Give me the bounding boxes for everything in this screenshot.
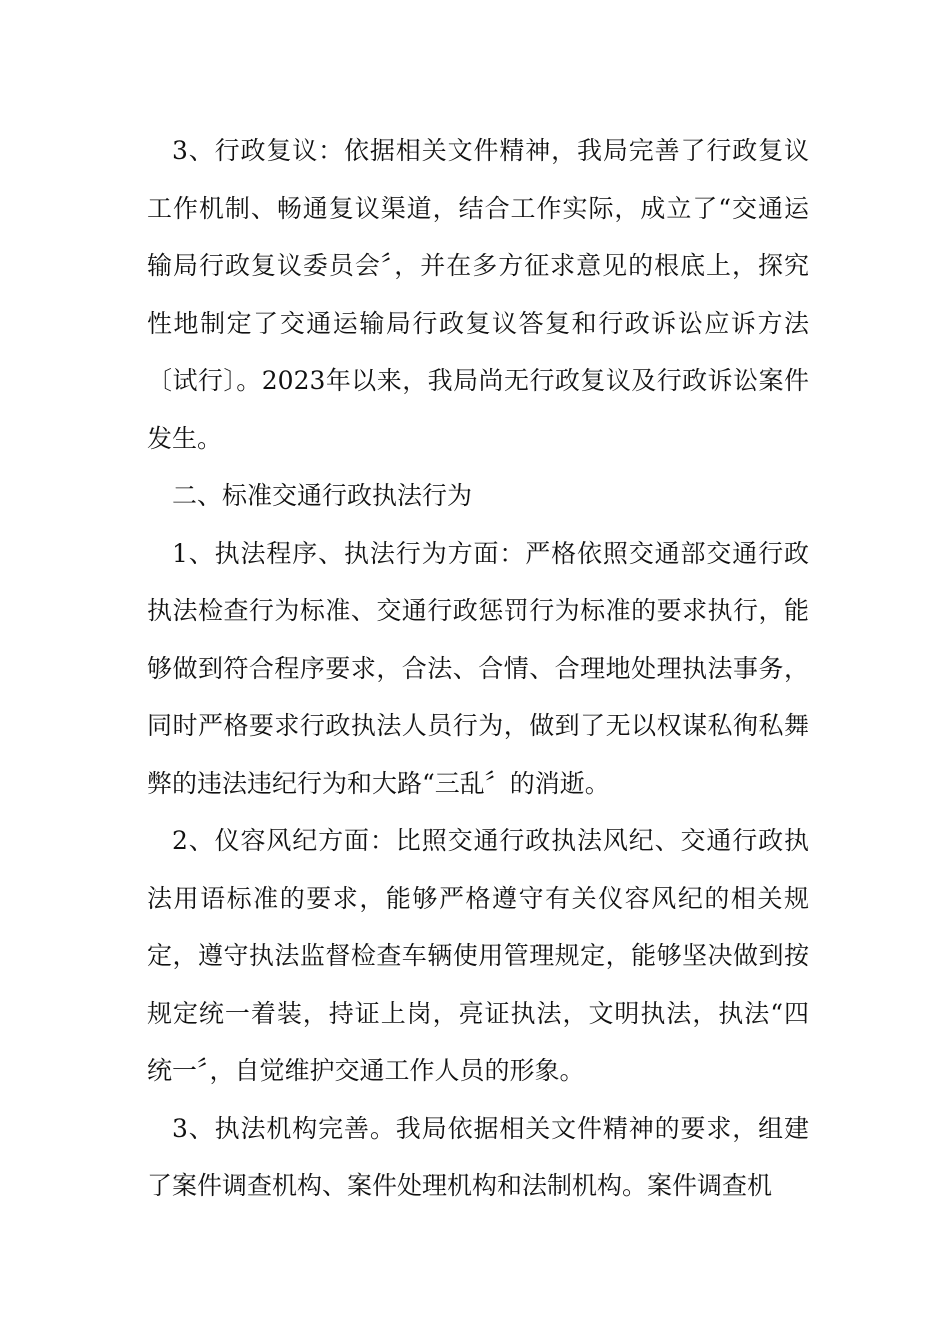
document-body xyxy=(147,122,809,1215)
paragraph-appearance-discipline: 2、仪容风纪方面：比照交通行政执法风纪、交通行政执法用语标准的要求，能够严格遵守有关仪容风纪的相关规定，遵守执法监督检查车辆使用管理规定，能够坚决做到按规定统一着装，持证上岗，亮证执法，文明执法，执法“四统一〞，自觉维护交通工作人员的形象。 xyxy=(147,826,809,1085)
paragraph-enforcement-procedure: 1、执法程序、执法行为方面：严格依照交通部交通行政执法检查行为标准、交通行政惩罚行为标准的要求执行，能够做到符合程序要求，合法、合情、合理地处理执法事务，同时严格要求行政执法人员行为，做到了无以权谋私徇私舞弊的违法违纪行为和大路“三乱〞的消逝。 xyxy=(147,538,809,798)
paragraph-enforcement-agencies: 3、执法机构完善。我局依据相关文件精神的要求，组建了案件调查机构、案件处理机构和法制机构。案件调查机 xyxy=(147,1113,809,1200)
paragraph-administrative-review: 3、行政复议：依据相关文件精神，我局完善了行政复议工作机制、畅通复议渠道，结合工作实际，成立了“交通运输局行政复议委员会〞，并在多方征求意见的根底上，探究性地制定了交通运输局行政复议答复和行政诉讼应诉方法〔试行〕。2023年以来，我局尚无行政复议及行政诉讼案件发生。 xyxy=(147,136,809,453)
section-heading-standardize-enforcement: 二、标准交通行政执法行为 xyxy=(172,481,473,510)
